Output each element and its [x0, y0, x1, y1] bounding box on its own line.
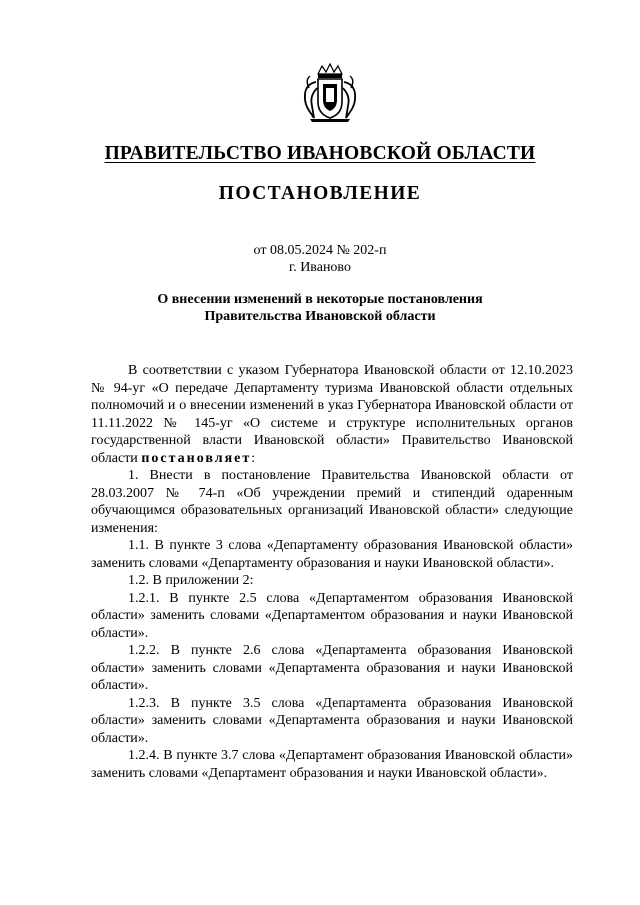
city: г. Иваново — [289, 260, 351, 275]
preamble-text: В соответствии с указом Губернатора Ивановской области от 12.10.2023 № 94-уг «О передаче Департаменту туризма Ивановской области отдельных полномочий и о внесении изменений в указ Губернатора Ивановской области от 11.11.2022 № 145-уг «О системе и структуре исполнительных органов государственной власти Ивановской области» Правительство Ивановской области — [91, 363, 573, 466]
document-type: ПОСТАНОВЛЕНИЕ — [218, 183, 422, 204]
paragraph-1-2-1: 1.2.1. В пункте 2.5 слова «Департаментом образования Ивановской области» заменить словами «Департаментом образования и науки Ивановской области». — [91, 590, 573, 641]
date-number: от 08.05.2024 № 202-п — [253, 243, 387, 258]
paragraph-1-2-2: 1.2.2. В пункте 2.6 слова «Департамента образования Ивановской области» заменить словами «Департамента образования и науки Ивановской области». — [91, 643, 573, 693]
coat-of-arms-icon — [300, 62, 360, 124]
paragraph-1-2: 1.2. В приложении 2: — [128, 573, 254, 588]
paragraph-1-2-3: 1.2.3. В пункте 3.5 слова «Департамента образования Ивановской области» заменить словами «Департамента образования и науки Ивановской области». — [91, 695, 573, 746]
paragraph-1: 1. Внести в постановление Правительства Ивановской области от 28.03.2007 № 74-п «Об учреждении премий и стипендий одаренным обучающимся образовательных организаций Ивановской области» следующие изменения: — [91, 468, 573, 536]
paragraph-1-2-4: 1.2.4. В пункте 3.7 слова «Департамент образования Ивановской области» заменить словами «Департамент образования и науки Ивановской области». — [91, 748, 573, 781]
document-body — [91, 362, 573, 782]
preamble-paragraph — [91, 362, 573, 467]
title-line-2: Правительства Ивановской области — [204, 308, 436, 324]
decree-colon: : — [251, 450, 256, 466]
document-title — [0, 292, 640, 325]
date-block — [0, 242, 640, 276]
government-name: ПРАВИТЕЛЬСТВО ИВАНОВСКОЙ ОБЛАСТИ — [104, 143, 536, 164]
title-line-1: О внесении изменений в некоторые постановления — [157, 292, 483, 307]
paragraph-1-1: 1.1. В пункте 3 слова «Департаменту образования Ивановской области» заменить словами «Департаменту образования и науки Ивановской области». — [91, 538, 573, 571]
decree-word: постановляет — [141, 450, 252, 466]
